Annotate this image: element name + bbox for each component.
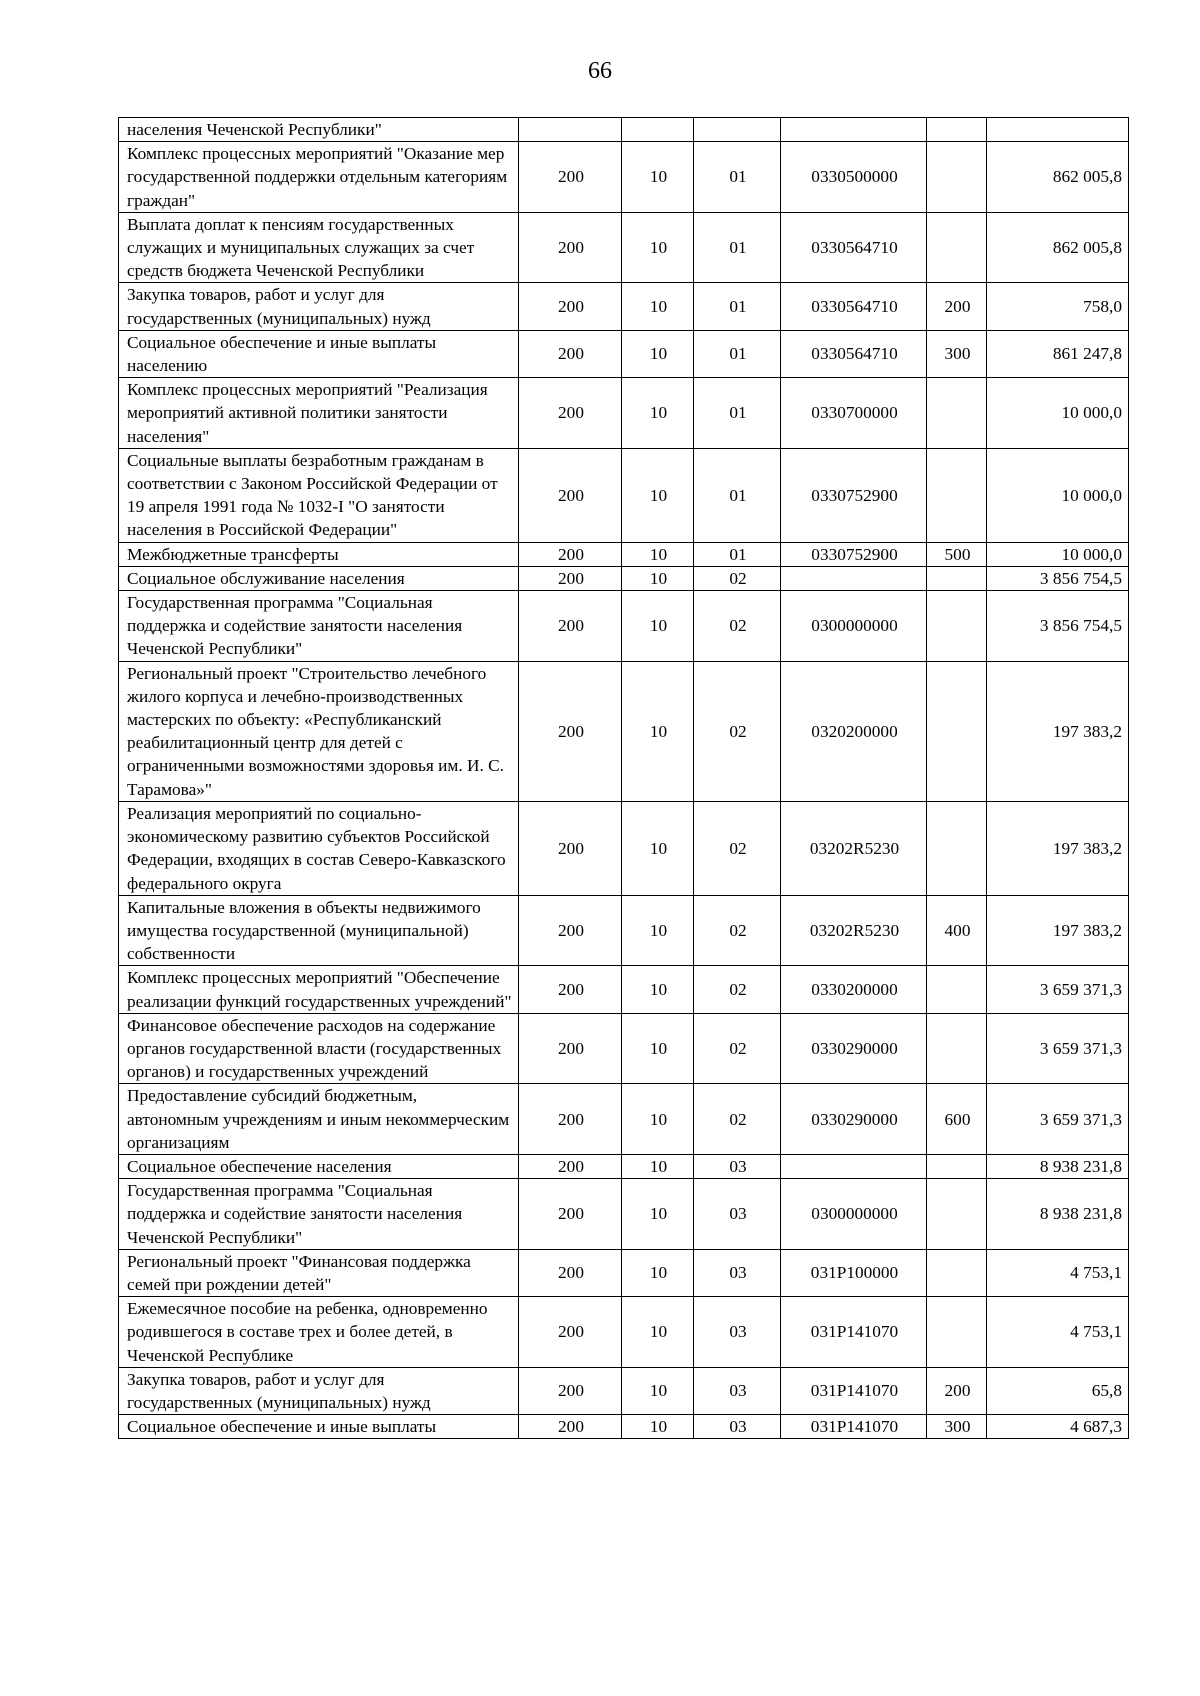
section-code-cell: 10 [622,378,694,449]
section-code-cell: 10 [622,542,694,566]
expense-type-cell [927,1249,987,1296]
ved-code-cell: 200 [519,542,622,566]
ved-code-cell: 200 [519,283,622,330]
subsection-code-cell: 01 [694,212,781,283]
amount-cell: 10 000,0 [987,448,1129,542]
section-code-cell: 10 [622,801,694,895]
target-article-cell: 03202R5230 [781,801,927,895]
row-name-cell: Социальное обеспечение населения [119,1154,519,1178]
expense-type-cell [927,966,987,1013]
row-name-cell: Закупка товаров, работ и услуг для государственных (муниципальных) нужд [119,1367,519,1414]
expense-type-cell: 600 [927,1084,987,1155]
subsection-code-cell: 02 [694,566,781,590]
row-name-cell: Закупка товаров, работ и услуг для государственных (муниципальных) нужд [119,283,519,330]
subsection-code-cell: 02 [694,895,781,966]
table-row [119,1154,1129,1178]
table-row [119,1367,1129,1414]
expense-type-cell: 300 [927,330,987,377]
ved-code-cell: 200 [519,378,622,449]
target-article-cell: 0330200000 [781,966,927,1013]
expense-type-cell: 200 [927,1367,987,1414]
table-row [119,448,1129,542]
subsection-code-cell: 01 [694,330,781,377]
ved-code-cell: 200 [519,1249,622,1296]
row-name-cell: Социальные выплаты безработным гражданам в соответствии с Законом Российской Федерации от 19 апреля 1991 года № 1032-I "О занятости населения в Российской Федерации" [119,448,519,542]
section-code-cell: 10 [622,1415,694,1439]
subsection-code-cell: 01 [694,542,781,566]
expense-type-cell [927,591,987,662]
ved-code-cell: 200 [519,330,622,377]
ved-code-cell: 200 [519,801,622,895]
expense-type-cell [927,118,987,142]
amount-cell: 4 687,3 [987,1415,1129,1439]
amount-cell: 3 856 754,5 [987,566,1129,590]
page-number: 66 [588,58,612,84]
row-name-cell: Финансовое обеспечение расходов на содержание органов государственной власти (государственных органов) и государственных учреждений [119,1013,519,1084]
ved-code-cell: 200 [519,1179,622,1250]
row-name-cell: Предоставление субсидий бюджетным, автономным учреждениям и иным некоммерческим организациям [119,1084,519,1155]
section-code-cell: 10 [622,1297,694,1368]
expense-type-cell: 200 [927,283,987,330]
expense-type-cell [927,1297,987,1368]
expense-type-cell: 400 [927,895,987,966]
ved-code-cell: 200 [519,1084,622,1155]
section-code-cell: 10 [622,283,694,330]
subsection-code-cell: 02 [694,966,781,1013]
amount-cell: 758,0 [987,283,1129,330]
row-name-cell: Капитальные вложения в объекты недвижимого имущества государственной (муниципальной) собственности [119,895,519,966]
amount-cell: 3 659 371,3 [987,966,1129,1013]
amount-cell: 197 383,2 [987,661,1129,801]
expense-type-cell [927,1179,987,1250]
row-name-cell: Реализация мероприятий по социально-экономическому развитию субъектов Российской Федерации, входящих в состав Северо-Кавказского федерального округа [119,801,519,895]
section-code-cell: 10 [622,895,694,966]
amount-cell: 10 000,0 [987,542,1129,566]
ved-code-cell: 200 [519,1297,622,1368]
section-code-cell: 10 [622,966,694,1013]
row-name-cell: Социальное обеспечение и иные выплаты населению [119,330,519,377]
ved-code-cell: 200 [519,1367,622,1414]
amount-cell: 65,8 [987,1367,1129,1414]
table-row [119,966,1129,1013]
amount-cell: 3 659 371,3 [987,1013,1129,1084]
subsection-code-cell: 02 [694,661,781,801]
ved-code-cell: 200 [519,1013,622,1084]
table-row [119,1084,1129,1155]
subsection-code-cell: 02 [694,1013,781,1084]
row-name-cell: Комплекс процессных мероприятий "Оказание мер государственной поддержки отдельным категориям граждан" [119,142,519,213]
ved-code-cell: 200 [519,591,622,662]
expense-type-cell [927,566,987,590]
section-code-cell: 10 [622,1179,694,1250]
amount-cell: 8 938 231,8 [987,1154,1129,1178]
section-code-cell: 10 [622,1154,694,1178]
ved-code-cell: 200 [519,142,622,213]
amount-cell [987,118,1129,142]
amount-cell: 3 856 754,5 [987,591,1129,662]
table-row [119,591,1129,662]
subsection-code-cell: 01 [694,448,781,542]
section-code-cell: 10 [622,1249,694,1296]
subsection-code-cell: 02 [694,591,781,662]
target-article-cell: 03202R5230 [781,895,927,966]
subsection-code-cell: 01 [694,142,781,213]
target-article-cell: 031P141070 [781,1297,927,1368]
target-article-cell: 0330564710 [781,330,927,377]
target-article-cell: 0330564710 [781,212,927,283]
subsection-code-cell: 03 [694,1297,781,1368]
section-code-cell: 10 [622,566,694,590]
section-code-cell: 10 [622,591,694,662]
target-article-cell: 0320200000 [781,661,927,801]
amount-cell: 3 659 371,3 [987,1084,1129,1155]
expense-type-cell [927,448,987,542]
row-name-cell: Ежемесячное пособие на ребенка, одновременно родившегося в составе трех и более детей, в Чеченской Республике [119,1297,519,1368]
table-row [119,330,1129,377]
section-code-cell: 10 [622,1084,694,1155]
amount-cell: 861 247,8 [987,330,1129,377]
target-article-cell: 0330752900 [781,542,927,566]
table-row [119,1013,1129,1084]
table-row [119,118,1129,142]
subsection-code-cell: 01 [694,283,781,330]
section-code-cell [622,118,694,142]
row-name-cell: населения Чеченской Республики" [119,118,519,142]
target-article-cell [781,118,927,142]
section-code-cell: 10 [622,330,694,377]
section-code-cell: 10 [622,1013,694,1084]
row-name-cell: Социальное обеспечение и иные выплаты [119,1415,519,1439]
amount-cell: 8 938 231,8 [987,1179,1129,1250]
expense-type-cell [927,801,987,895]
amount-cell: 862 005,8 [987,212,1129,283]
section-code-cell: 10 [622,212,694,283]
subsection-code-cell: 02 [694,1084,781,1155]
table-row [119,283,1129,330]
row-name-cell: Межбюджетные трансферты [119,542,519,566]
table-row [119,212,1129,283]
row-name-cell: Комплекс процессных мероприятий "Обеспечение реализации функций государственных учреждений" [119,966,519,1013]
expense-type-cell [927,1013,987,1084]
table-row [119,895,1129,966]
subsection-code-cell [694,118,781,142]
amount-cell: 197 383,2 [987,895,1129,966]
subsection-code-cell: 03 [694,1154,781,1178]
ved-code-cell: 200 [519,1415,622,1439]
row-name-cell: Региональный проект "Финансовая поддержка семей при рождении детей" [119,1249,519,1296]
subsection-code-cell: 03 [694,1415,781,1439]
target-article-cell: 0300000000 [781,591,927,662]
target-article-cell [781,1154,927,1178]
section-code-cell: 10 [622,1367,694,1414]
amount-cell: 197 383,2 [987,801,1129,895]
expense-type-cell [927,378,987,449]
row-name-cell: Государственная программа "Социальная поддержка и содействие занятости населения Чеченской Республики" [119,1179,519,1250]
ved-code-cell: 200 [519,895,622,966]
amount-cell: 10 000,0 [987,378,1129,449]
table-row [119,566,1129,590]
budget-table [118,117,1129,1439]
expense-type-cell [927,212,987,283]
subsection-code-cell: 03 [694,1179,781,1250]
target-article-cell: 0330564710 [781,283,927,330]
target-article-cell: 031P141070 [781,1415,927,1439]
expense-type-cell [927,142,987,213]
target-article-cell: 031P141070 [781,1367,927,1414]
table-row [119,801,1129,895]
table-row [119,1179,1129,1250]
ved-code-cell: 200 [519,212,622,283]
table-row [119,661,1129,801]
expense-type-cell [927,661,987,801]
ved-code-cell: 200 [519,1154,622,1178]
table-row [119,142,1129,213]
row-name-cell: Региональный проект "Строительство лечебного жилого корпуса и лечебно-производственных мастерских по объекту: «Республиканский реабилитационный центр для детей с ограниченными возможностями здоровья им. И. С. Тарамова»" [119,661,519,801]
target-article-cell: 0330752900 [781,448,927,542]
subsection-code-cell: 02 [694,801,781,895]
amount-cell: 862 005,8 [987,142,1129,213]
section-code-cell: 10 [622,448,694,542]
subsection-code-cell: 03 [694,1367,781,1414]
row-name-cell: Государственная программа "Социальная поддержка и содействие занятости населения Чеченской Республики" [119,591,519,662]
ved-code-cell: 200 [519,966,622,1013]
amount-cell: 4 753,1 [987,1297,1129,1368]
expense-type-cell: 500 [927,542,987,566]
target-article-cell: 0330290000 [781,1013,927,1084]
ved-code-cell [519,118,622,142]
expense-type-cell: 300 [927,1415,987,1439]
target-article-cell [781,566,927,590]
ved-code-cell: 200 [519,661,622,801]
subsection-code-cell: 03 [694,1249,781,1296]
table-row [119,378,1129,449]
amount-cell: 4 753,1 [987,1249,1129,1296]
row-name-cell: Социальное обслуживание населения [119,566,519,590]
target-article-cell: 031P100000 [781,1249,927,1296]
table-row [119,1249,1129,1296]
subsection-code-cell: 01 [694,378,781,449]
target-article-cell: 0330700000 [781,378,927,449]
table-row [119,1415,1129,1439]
expense-type-cell [927,1154,987,1178]
target-article-cell: 0300000000 [781,1179,927,1250]
section-code-cell: 10 [622,142,694,213]
row-name-cell: Комплекс процессных мероприятий "Реализация мероприятий активной политики занятости населения" [119,378,519,449]
table-row [119,1297,1129,1368]
ved-code-cell: 200 [519,448,622,542]
section-code-cell: 10 [622,661,694,801]
table-row [119,542,1129,566]
target-article-cell: 0330290000 [781,1084,927,1155]
row-name-cell: Выплата доплат к пенсиям государственных служащих и муниципальных служащих за счет средств бюджета Чеченской Республики [119,212,519,283]
ved-code-cell: 200 [519,566,622,590]
target-article-cell: 0330500000 [781,142,927,213]
